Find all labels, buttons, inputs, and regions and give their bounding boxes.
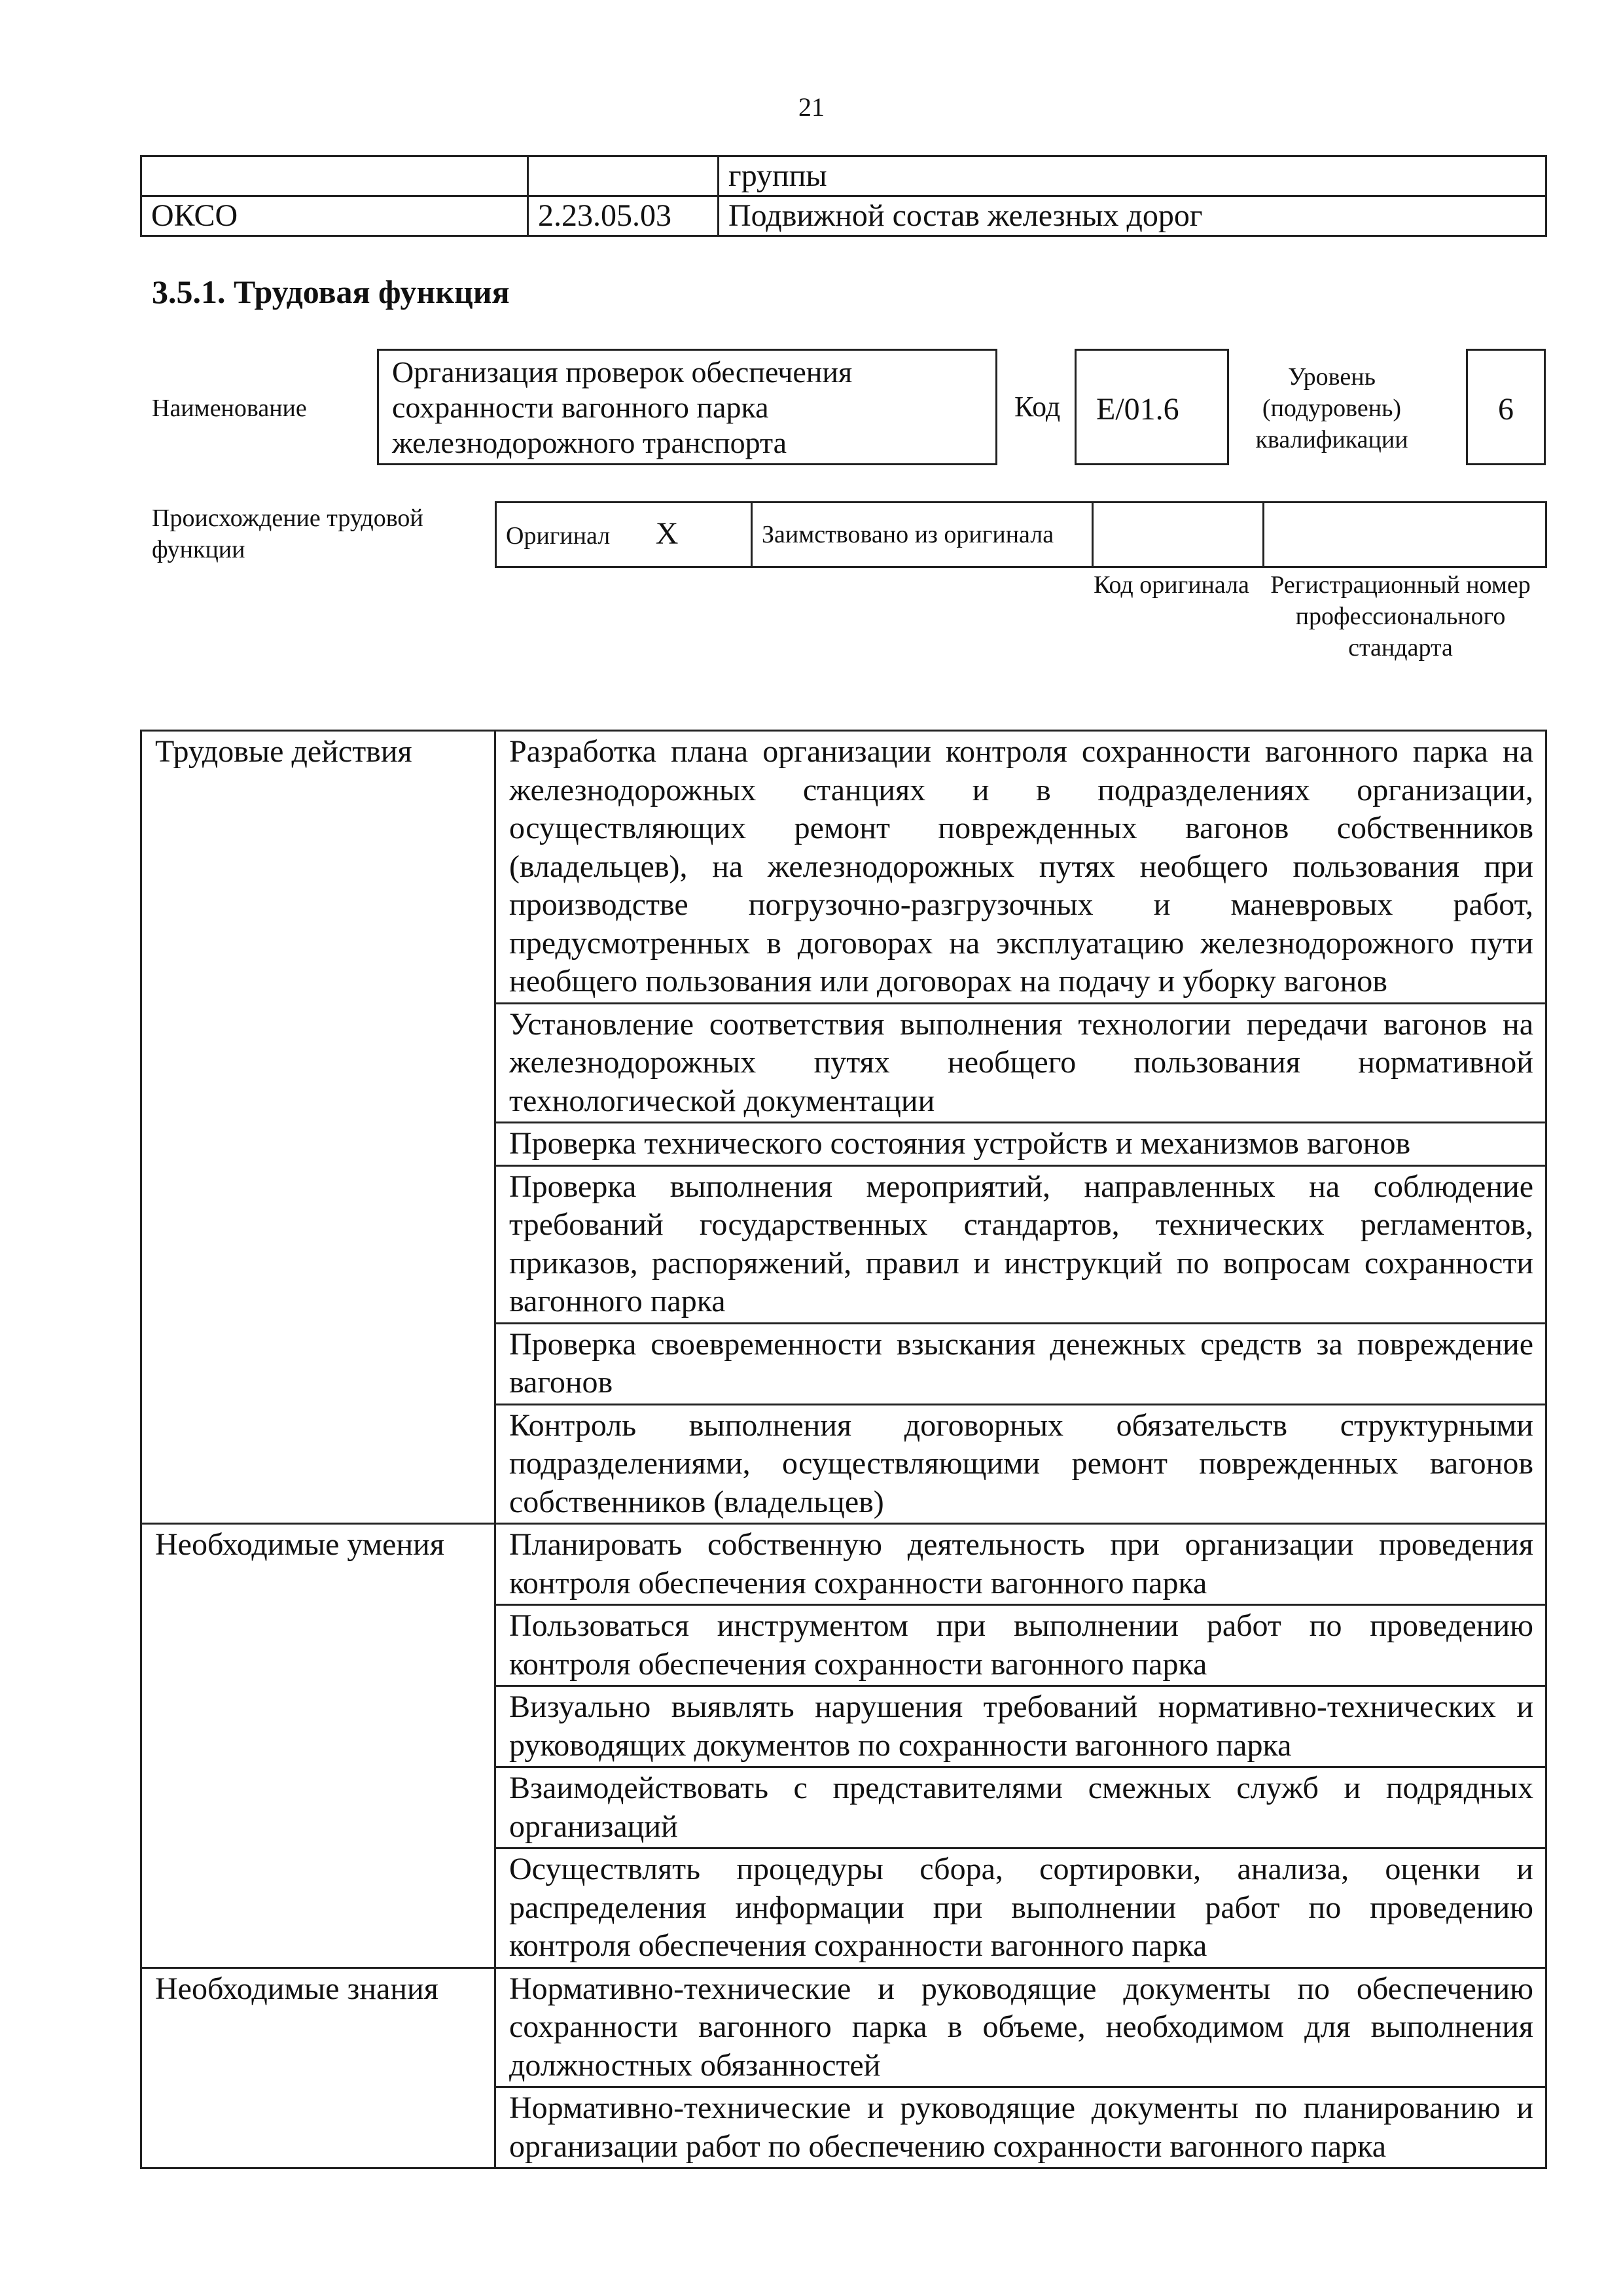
original-code-cell bbox=[1093, 503, 1264, 567]
competency-table bbox=[140, 730, 1547, 2169]
okso-code: 2.23.05.03 bbox=[528, 196, 719, 236]
table-row bbox=[141, 196, 1546, 236]
origin-table bbox=[495, 501, 1547, 568]
table-row bbox=[141, 1524, 1546, 1605]
item-text: Проверка технического состояния устройств и механизмов вагонов bbox=[495, 1123, 1546, 1166]
table-row bbox=[141, 1968, 1546, 2087]
table-cell bbox=[141, 156, 528, 196]
okso-title: Подвижной состав железных дорог bbox=[719, 196, 1546, 236]
item-text: Пользоваться инструментом при выполнении работ по проведению контроля обеспечения сохранности вагонного парка bbox=[495, 1605, 1546, 1686]
category-label: Необходимые знания bbox=[141, 1968, 495, 2168]
item-text: Нормативно-технические и руководящие документы по обеспечению сохранности вагонного парка в объеме, необходимом для выполнения должностных обязанностей bbox=[495, 1968, 1546, 2087]
okso-label: ОКСО bbox=[141, 196, 528, 236]
table-row bbox=[141, 156, 1546, 196]
item-text: Осуществлять процедуры сбора, сортировки, анализа, оценки и распределения информации при выполнении работ по проведению контроля обеспечения сохранности вагонного парка bbox=[495, 1848, 1546, 1968]
section-title: 3.5.1. Трудовая функция bbox=[152, 274, 510, 310]
borrowed-label: Заимствовано из оригинала bbox=[752, 503, 1093, 567]
category-label: Трудовые действия bbox=[141, 731, 495, 1524]
table-row bbox=[496, 503, 1546, 567]
item-text: Установление соответствия выполнения технологии передачи вагонов на железнодорожных путях необщего пользования нормативной технологической документации bbox=[495, 1003, 1546, 1123]
qualification-level: 6 bbox=[1466, 349, 1546, 465]
original-label: Оригинал bbox=[506, 521, 611, 550]
item-text: Планировать собственную деятельность при организации проведения контроля обеспечения сохранности вагонного парка bbox=[495, 1524, 1546, 1605]
code-label: Код bbox=[1014, 391, 1061, 423]
item-text: Разработка плана организации контроля сохранности вагонного парка на железнодорожных станциях и в подразделениях организации, осуществляющих ремонт поврежденных вагонов собственников (владельцев), на железнодорожных путях необщего пользования при производстве погрузочно-разгрузочных и маневровых работ, предусмотренных в договорах на эксплуатацию железнодорожного пути необщего пользования или договорах на подачу и уборку вагонов bbox=[495, 731, 1546, 1004]
table-cell bbox=[528, 156, 719, 196]
function-code: E/01.6 bbox=[1075, 349, 1229, 465]
origin-label: Происхождение трудовой функции bbox=[152, 504, 423, 563]
level-label: Уровень (подуровень) квалификации bbox=[1255, 363, 1408, 453]
name-label: Наименование bbox=[152, 395, 307, 422]
okso-table bbox=[140, 155, 1547, 237]
item-text: Взаимодействовать с представителями смежных служб и подрядных организаций bbox=[495, 1767, 1546, 1848]
reg-number-cell bbox=[1264, 503, 1546, 567]
reg-number-caption: Регистрационный номер профессионального стандарта bbox=[1270, 571, 1531, 662]
item-text: Визуально выявлять нарушения требований нормативно-технических и руководящих документов по сохранности вагонного парка bbox=[495, 1686, 1546, 1767]
table-cell: группы bbox=[719, 156, 1546, 196]
original-cell bbox=[496, 503, 752, 567]
item-text: Контроль выполнения договорных обязательств структурными подразделениями, осуществляющими ремонт поврежденных вагонов собственников (владельцев) bbox=[495, 1404, 1546, 1524]
table-row bbox=[141, 731, 1546, 1004]
item-text: Проверка своевременности взыскания денежных средств за повреждение вагонов bbox=[495, 1323, 1546, 1404]
item-text: Проверка выполнения мероприятий, направленных на соблюдение требований государственных стандартов, технических регламентов, приказов, распоряжений, правил и инструкций по вопросам сохранности вагонного парка bbox=[495, 1165, 1546, 1323]
function-name: Организация проверок обеспечения сохранности вагонного парка железнодорожного транспорта bbox=[377, 349, 997, 465]
item-text: Нормативно-технические и руководящие документы по планированию и организации работ по обеспечению сохранности вагонного парка bbox=[495, 2087, 1546, 2168]
page-number: 21 bbox=[798, 92, 825, 122]
original-mark: X bbox=[655, 516, 679, 551]
code-caption: Код оригинала bbox=[1094, 571, 1249, 599]
category-label: Необходимые умения bbox=[141, 1524, 495, 1968]
